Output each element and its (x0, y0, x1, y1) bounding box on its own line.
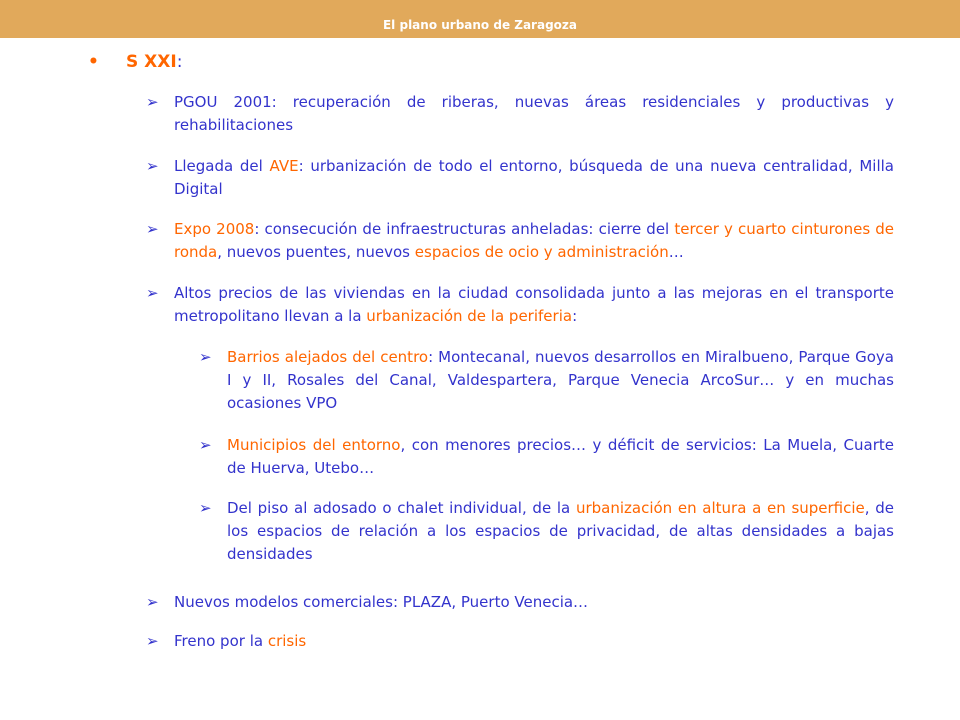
item-highlight: crisis (267, 632, 307, 650)
item-highlight: Barrios alejados del centro (227, 348, 429, 366)
arrow-bullet-icon: ➢ (146, 284, 159, 302)
item-highlight: urbanización de la periferia (366, 307, 573, 325)
item-text: Freno por la (174, 632, 268, 650)
item-text: Llegada del (174, 157, 270, 175)
arrow-bullet-icon: ➢ (199, 348, 212, 366)
item-highlight: tercer y cuarto cinturones de ronda (174, 220, 895, 261)
item-highlight: AVE (269, 157, 299, 175)
sub-list-item (199, 497, 894, 566)
arrow-bullet-icon: ➢ (199, 436, 212, 454)
arrow-bullet-icon: ➢ (146, 93, 159, 111)
item-text: : consecución de infraestructuras anheladas: cierre del (254, 220, 675, 238)
sub-list-item (199, 346, 895, 415)
sub-list-item (199, 434, 894, 480)
bullet-icon: • (88, 52, 99, 72)
arrow-bullet-icon: ➢ (146, 220, 159, 238)
arrow-bullet-icon: ➢ (146, 632, 159, 650)
section-title: S XXI (126, 52, 177, 72)
section-heading (88, 52, 182, 72)
list-item (146, 591, 894, 614)
list-item (146, 218, 895, 264)
item-text: Altos precios de las viviendas en la ciudad consolidada junto a las mejoras en el transporte metropolitano llevan a la (174, 284, 894, 325)
item-highlight: urbanización en altura a en superficie (575, 499, 865, 517)
item-text: : (572, 307, 578, 325)
item-text: Del piso al adosado o chalet individual, de la (227, 499, 576, 517)
arrow-bullet-icon: ➢ (146, 157, 159, 175)
item-text: : urbanización de todo el entorno, búsqueda de una nueva centralidad, Milla Digital (174, 157, 895, 198)
item-highlight: espacios de ocio y administración (414, 243, 669, 261)
section-colon: : (176, 52, 183, 72)
item-text: , nuevos puentes, nuevos (217, 243, 415, 261)
item-highlight: Expo 2008 (174, 220, 255, 238)
item-text: … (668, 243, 684, 261)
list-item (146, 630, 894, 653)
list-item (146, 91, 894, 137)
item-highlight: Municipios del entorno (227, 436, 401, 454)
item-text: , con menores precios… y déficit de servicios: La Muela, Cuarte de Huerva, Utebo… (227, 436, 894, 477)
item-text: : Montecanal, nuevos desarrollos en Miralbueno, Parque Goya I y II, Rosales del Canal, Valdespartera, Parque Venecia ArcoSur… y en muchas ocasiones VPO (227, 348, 895, 412)
arrow-bullet-icon: ➢ (199, 499, 212, 517)
item-text: , de los espacios de relación a los espacios de privacidad, de altas densidades a bajas densidades (227, 499, 894, 563)
list-item (146, 155, 895, 201)
item-text: Nuevos modelos comerciales: PLAZA, Puerto Venecia… (174, 593, 589, 611)
slide-title: El plano urbano de Zaragoza (382, 18, 577, 32)
list-item (146, 282, 894, 328)
arrow-bullet-icon: ➢ (146, 593, 159, 611)
item-text: PGOU 2001: recuperación de riberas, nuevas áreas residenciales y productivas y rehabilitaciones (174, 93, 894, 134)
